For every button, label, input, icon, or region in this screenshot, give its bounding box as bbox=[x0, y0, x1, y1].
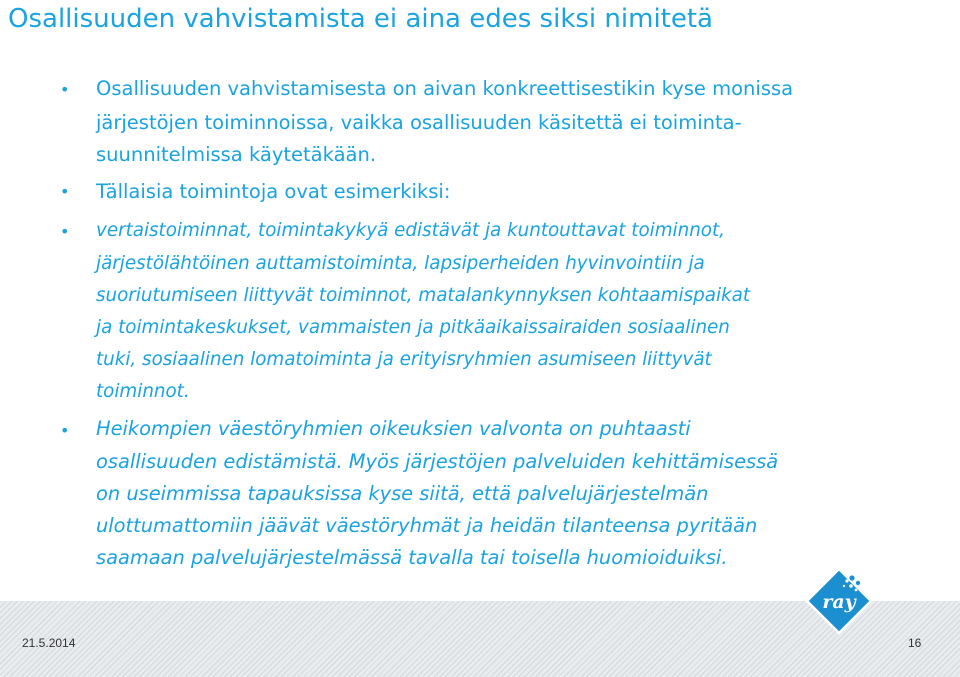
slide-title: Osallisuuden vahvistamista ei aina edes siksi nimitetä bbox=[8, 4, 713, 34]
bullet-line: ulottumattomiin jäävät väestöryhmät ja heidän tilanteensa pyritään bbox=[96, 514, 758, 537]
bullet-line: vertaistoiminnat, toimintakykyä edistävät ja kuntouttavat toiminnot, bbox=[96, 220, 725, 241]
ray-logo bbox=[804, 566, 874, 636]
bullet-line: osallisuuden edistämistä. Myös järjestöjen palveluiden kehittämisessä bbox=[96, 450, 779, 473]
bullet-line: ja toimintakeskukset, vammaisten ja pitkäaikaissairaiden sosiaalinen bbox=[96, 317, 730, 338]
bullet-marker: • bbox=[60, 421, 70, 440]
bullet-marker: • bbox=[60, 182, 70, 201]
bullet-marker: • bbox=[60, 80, 70, 99]
bullet-line: on useimmissa tapauksissa kyse siitä, että palvelujärjestelmän bbox=[96, 482, 709, 505]
bullet-line: suoriutumiseen liittyvät toiminnot, matalankynnyksen kohtaamispaikat bbox=[96, 285, 750, 306]
logo-text: ray bbox=[822, 591, 856, 613]
bullet-line: Tällaisia toimintoja ovat esimerkiksi: bbox=[96, 180, 451, 203]
bullet-line: Heikompien väestöryhmien oikeuksien valvonta on puhtaasti bbox=[96, 417, 691, 440]
bullet-line: Osallisuuden vahvistamisesta on aivan konkreettisestikin kyse monissa bbox=[96, 77, 794, 100]
bullet-line: järjestöjen toiminnoissa, vaikka osallisuuden käsitettä ei toiminta- bbox=[96, 111, 742, 134]
bullet-marker: • bbox=[60, 222, 70, 241]
bullet-line: järjestölähtöinen auttamistoiminta, lapsiperheiden hyvinvointiin ja bbox=[96, 253, 705, 274]
bullet-line: toiminnot. bbox=[96, 381, 190, 402]
page-number: 16 bbox=[908, 636, 922, 650]
footer-date: 21.5.2014 bbox=[22, 636, 76, 650]
bullet-line: saamaan palvelujärjestelmässä tavalla tai toisella huomioiduiksi. bbox=[96, 546, 728, 569]
bullet-line: suunnitelmissa käytetäkään. bbox=[96, 143, 377, 166]
bullet-line: tuki, sosiaalinen lomatoiminta ja erityisryhmien asumiseen liittyvät bbox=[96, 349, 712, 370]
